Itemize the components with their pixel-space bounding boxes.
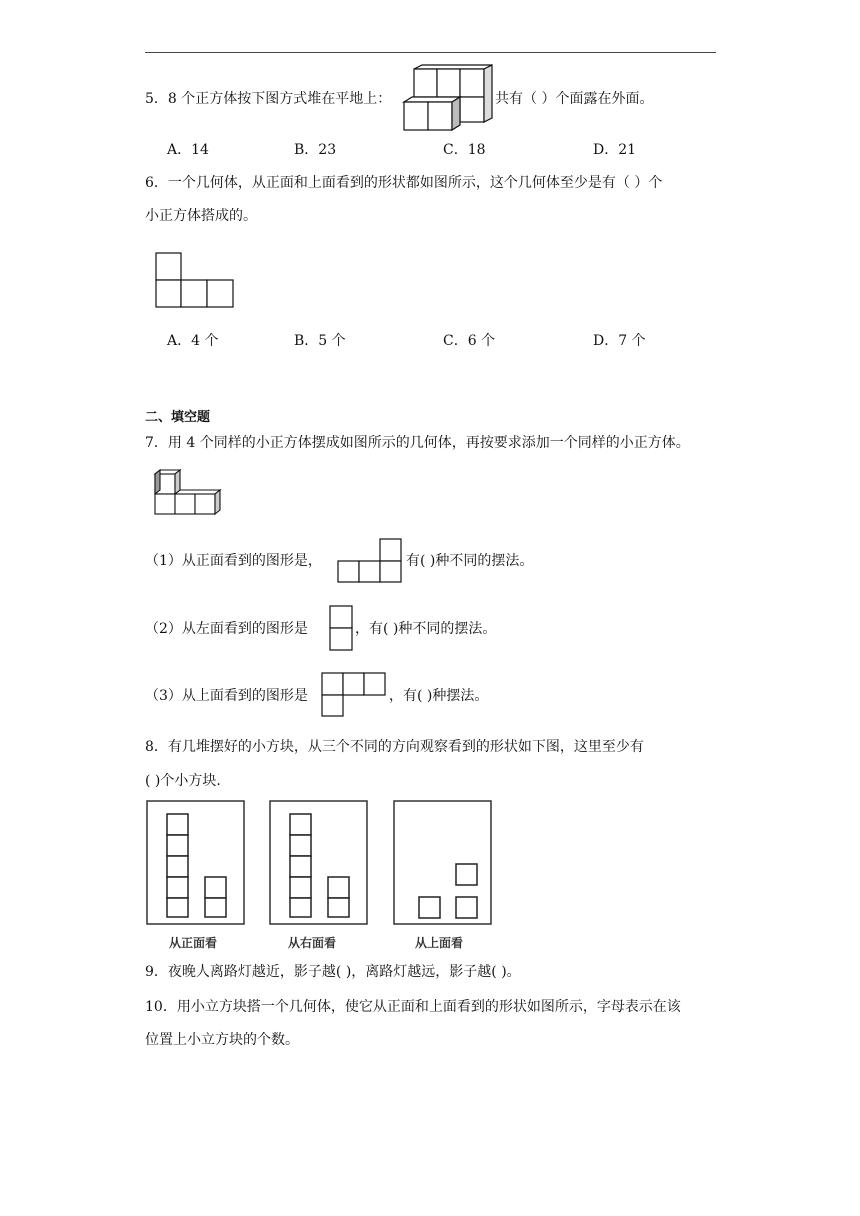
q5-option-d[interactable]: D．21 [593,142,637,158]
q5-option-a[interactable]: A．14 [167,142,209,158]
q6-option-d[interactable]: D．7 个 [593,333,646,349]
q7-sub2-prefix: （2）从左面看到的图形是 [145,621,308,637]
q7-stem: 7．用 4 个同样的小正方体摆成如图所示的几何体，再按要求添加一个同样的小正方体。 [145,435,690,451]
q7-sub2-left-view-figure [329,605,353,651]
q7-cube-figure [154,470,220,516]
q8-front-view-panel [146,800,246,926]
q8-caption-right: 从右面看 [288,936,337,950]
q6-option-b[interactable]: B．5 个 [294,333,346,349]
q8-line1: 8．有几堆摆好的小方块，从三个不同的方向观察看到的形状如下图，这里至少有 [145,739,644,755]
q10-line1: 10．用小立方块搭一个几何体，使它从正面和上面看到的形状如图所示，字母表示在该 [145,999,681,1015]
q8-top-view-panel [393,800,493,926]
q10-line2: 位置上小立方块的个数。 [145,1032,299,1048]
q5-option-c[interactable]: C．18 [443,142,486,158]
header-rule [145,52,716,53]
section-title: 二、填空题 [145,410,211,425]
q5-option-b[interactable]: B．23 [294,142,337,158]
q7-sub1-prefix: （1）从正面看到的图形是， [145,553,322,569]
q6-option-c[interactable]: C．6 个 [443,333,496,349]
q7-sub2-suffix: ，有( )种不同的摆法。 [355,621,497,637]
q6-line2: 小正方体搭成的。 [145,208,257,224]
q5-suffix: 共有（ ）个面露在外面。 [495,91,654,107]
q8-caption-top: 从上面看 [415,936,464,950]
q7-sub3-top-view-figure [321,672,387,718]
q6-option-a[interactable]: A．4 个 [167,333,219,349]
q6-line1: 6．一个几何体，从正面和上面看到的形状都如图所示，这个几何体至少是有（ ）个 [145,175,663,191]
q8-line2: ( )个小方块. [145,773,221,789]
q5-cube-stack-figure [403,65,495,133]
q9-text: 9．夜晚人离路灯越近，影子越( )，离路灯越远，影子越( )。 [145,964,521,980]
q8-caption-front: 从正面看 [169,936,218,950]
q5-prefix: 5．8 个正方体按下图方式堆在平地上： [145,91,392,107]
q6-l-shape-figure [155,252,235,308]
q7-sub3-prefix: （3）从上面看到的图形是 [145,688,308,704]
q7-sub3-suffix: ，有( )种摆法。 [389,688,489,704]
q7-sub1-front-view-figure [337,538,403,584]
q8-right-view-panel [269,800,369,926]
q7-sub1-suffix: 有( )种不同的摆法。 [406,553,534,569]
